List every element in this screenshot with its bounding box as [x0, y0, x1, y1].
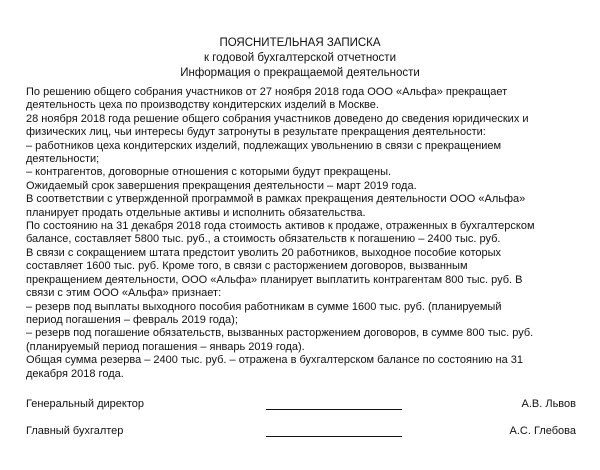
body-line: составляет 1600 тыс. руб. Кроме того, в связи с расторжением договоров, вызванным — [26, 260, 468, 273]
body-line: 28 ноября 2018 года решение общего собрания участников доведено до сведения юридических и — [26, 112, 529, 125]
signature-row-director — [26, 398, 576, 414]
body-line: Общая сумма резерва – 2400 тыс. руб. – отражена в бухгалтерском балансе по состоянию на 31 — [26, 354, 523, 367]
body-line: деятельности; — [26, 153, 100, 166]
body-line: прекращением деятельности, ООО «Альфа» планирует выплатить контрагентам 800 тыс. руб. В — [26, 273, 523, 286]
body-line: балансе, составляет 5800 тыс. руб., а стоимость обязательств к погашению – 2400 тыс. руб. — [26, 233, 501, 246]
body-line: – работников цеха кондитерских изделий, подлежащих увольнению в связи с прекращением — [26, 139, 502, 152]
body-line: деятельность цеха по производству кондитерских изделий в Москве. — [26, 99, 379, 112]
body-line: планирует продать отдельные активы и исполнить обязательства. — [26, 206, 366, 219]
body-line: В связи с сокращением штата предстоит уволить 20 работников, выходное пособие которых — [26, 246, 502, 259]
body-line: – резерв под выплаты выходного пособия работникам в сумме 1600 тыс. руб. (планируемый — [26, 300, 502, 313]
signature-title: Генеральный директор — [26, 398, 144, 410]
signature-line — [266, 436, 402, 437]
signature-row-accountant — [26, 425, 576, 441]
body-line: декабря 2018 года. — [26, 367, 124, 380]
body-line: физических лиц, чьи интересы будут затронуты в результате прекращения деятельности: — [26, 126, 486, 139]
signature-name: А.В. Львов — [521, 398, 576, 410]
document-body — [26, 86, 586, 381]
body-line: – резерв под погашение обязательств, вызванных расторжением договоров, в сумме 800 тыс. руб. — [26, 327, 534, 340]
signature-line — [266, 409, 402, 410]
body-line: В соответствии с утвержденной программой в рамках прекращения деятельности ООО «Альфа» — [26, 193, 526, 206]
body-line: связи с этим ООО «Альфа» признает: — [26, 287, 222, 300]
body-line: период погашения – февраль 2019 года); — [26, 313, 238, 326]
body-line: По решению общего собрания участников от 27 ноября 2018 года ООО «Альфа» прекращает — [26, 86, 508, 98]
signature-name: А.С. Глебова — [509, 425, 576, 437]
body-line: По состоянию на 31 декабря 2018 года стоимость активов к продаже, отраженных в бухгалтерском — [26, 220, 535, 233]
document-header — [0, 36, 600, 81]
document-subtitle: к годовой бухгалтерской отчетности — [203, 52, 397, 64]
body-line: – контрагентов, договорные отношения с которыми будут прекращены. — [26, 166, 392, 179]
document-title: ПОЯСНИТЕЛЬНАЯ ЗАПИСКА — [219, 37, 381, 49]
body-line: Ожидаемый срок завершения прекращения деятельности – март 2019 года. — [26, 179, 417, 192]
signature-title: Главный бухгалтер — [26, 425, 124, 437]
document-topic: Информация о прекращаемой деятельности — [180, 67, 420, 79]
body-line: (планируемый период погашения – январь 2019 года). — [26, 340, 305, 353]
